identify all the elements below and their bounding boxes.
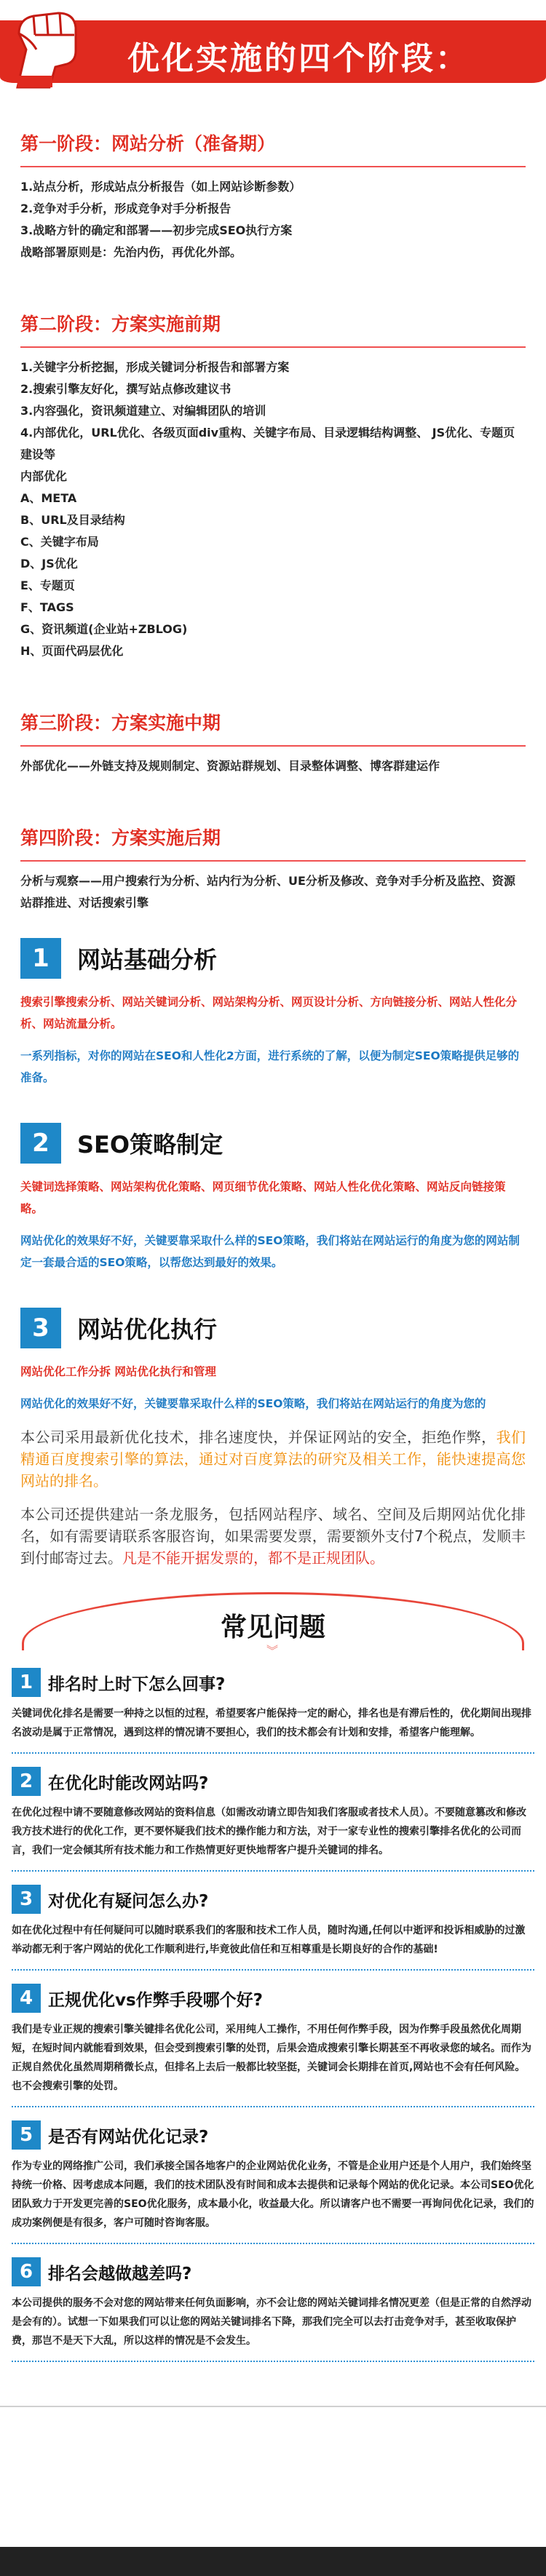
section-red-text: 关键词选择策略、网站架构优化策略、网页细节优化策略、网站人性化优化策略、网站反向链接策略。 <box>20 1180 506 1215</box>
faq-item <box>12 1885 534 1971</box>
section-title: 网站优化执行 <box>77 1316 218 1343</box>
section-title: SEO策略制定 <box>77 1131 223 1158</box>
section-title: 网站基础分析 <box>77 946 218 974</box>
faq-number: 2 <box>12 1767 41 1796</box>
section-1-header <box>20 936 526 981</box>
section-number: 1 <box>20 938 61 979</box>
faq-question: 是否有网站优化记录? <box>48 2127 209 2147</box>
phase-line: 内部优化 <box>20 469 68 483</box>
phase-line: 3.内容强化，资讯频道建立、对编辑团队的培训 <box>20 404 266 418</box>
phase-title: 第一阶段：网站分析（准备期） <box>20 133 276 154</box>
footer-bar <box>0 2547 546 2576</box>
divider <box>20 860 526 862</box>
phase-4 <box>20 809 526 914</box>
phase-line: 分析与观察——用户搜索行为分析、站内行为分析、UE分析及修改、竞争对手分析及监控、资源站群推进、对话搜索引擎 <box>20 874 515 910</box>
faq-number: 5 <box>12 2120 41 2150</box>
phase-line: 1.站点分析，形成站点分析报告（如上网站诊断参数） <box>20 180 301 194</box>
service-paragraph: 本公司还提供建站一条龙服务，包括网站程序、域名、空间及后期网站优化排名，如有需要请联系客服咨询，如果需要发票，需要额外支付7个税点，发顺丰到付邮寄过去。凡是不能开据发票的，都不是正规团队。 <box>20 1506 526 1567</box>
faq-question: 排名会越做越差吗? <box>48 2264 192 2283</box>
phase-line: A、META <box>20 491 77 505</box>
faq-answer: 如在优化过程中有任何疑问可以随时联系我们的客服和技术工作人员，随时沟通,任何以中逝评和投诉相威胁的过激举动都无利于客户网站的优化工作顺利进行,毕竟彼此信任和互相尊重是长期良好的合作的基础! <box>12 1921 534 1971</box>
phase-line: C、关键字布局 <box>20 535 99 549</box>
phase-line: E、专题页 <box>20 579 75 592</box>
phase-line: 3.战略方针的确定和部署——初步完成SEO执行方案 <box>20 223 293 237</box>
fist-icon <box>4 6 84 93</box>
phase-2 <box>20 295 526 662</box>
faq-number: 3 <box>12 1885 41 1914</box>
faq-number: 1 <box>12 1668 41 1697</box>
faq-item <box>12 2257 534 2362</box>
section-blue-text: 网站优化的效果好不好，关键要靠采取什么样的SEO策略，我们将站在网站运行的角度为您的网站制定一套最合适的SEO策略，以帮您达到最好的效果。 <box>20 1234 520 1269</box>
footer-divider <box>0 2406 546 2407</box>
phase-title: 第二阶段：方案实施前期 <box>20 314 221 335</box>
phase-line: 2.搜索引擎友好化，撰写站点修改建议书 <box>20 382 232 396</box>
banner-title: 优化实施的四个阶段： <box>127 40 470 77</box>
phase-line: F、TAGS <box>20 600 74 614</box>
faq-answer: 关键词优化排名是需要一种持之以恒的过程，希望要客户能保持一定的耐心，排名也是有滞后性的，优化期间出现排名波动是属于正常情况，遇到这样的情况请不要担心，我们的技术都会有计划和安排，希望客户能理解。 <box>12 1704 534 1754</box>
faq-question: 对优化有疑问怎么办? <box>48 1891 209 1911</box>
faq-answer: 我们是专业正规的搜索引擎关键排名优化公司，采用纯人工操作，不用任何作弊手段，因为作弊手段虽然优化周期短，在短时间内就能看到效果，但会受到搜索引擎的处罚，后果会造成搜索引擎长期甚至不再收录您的域名。而作为正规自然优化虽然周期稍微长点，但排名上去后一般都比较坚挺，关键词会长期排在首页,网站也不会有任何风险。也不会搜索引擎的处罚。 <box>12 2020 534 2107</box>
faq-item <box>12 1668 534 1754</box>
section-blue-text: 一系列指标，对你的网站在SEO和人性化2方面，进行系统的了解，以便为制定SEO策略提供足够的准备。 <box>20 1049 520 1084</box>
faq-question: 在优化时能改网站吗? <box>48 1773 209 1793</box>
faq-question: 正规优化vs作弊手段哪个好? <box>48 1990 264 2010</box>
faq-header <box>0 1585 546 1658</box>
top-banner <box>0 0 546 109</box>
faq-item <box>12 2120 534 2244</box>
phase-line: 4.内部优化，URL优化、各级页面div重构、关键字布局、目录逻辑结构调整、 JS优化、专题页建设等 <box>20 426 515 461</box>
divider <box>20 166 526 167</box>
section-blue-text: 网站优化的效果好不好，关键要靠采取什么样的SEO策略，我们将站在网站运行的角度为您的 <box>20 1397 486 1410</box>
service-paragraph: 本公司采用最新优化技术，排名速度快，并保证网站的安全，拒绝作弊，我们精通百度搜索引擎的算法，通过对百度算法的研究及相关工作，能快速提高您网站的排名。 <box>20 1428 526 1490</box>
phase-3 <box>20 694 526 777</box>
phase-line: 2.竞争对手分析，形成竞争对手分析报告 <box>20 202 232 215</box>
phase-line: G、资讯频道(企业站+ZBLOG) <box>20 622 188 636</box>
divider <box>20 745 526 747</box>
section-3-header <box>20 1305 526 1351</box>
section-2-header <box>20 1121 526 1166</box>
phase-line: H、页面代码层优化 <box>20 644 124 658</box>
section-number: 2 <box>20 1123 61 1164</box>
phase-1 <box>20 109 526 263</box>
faq-answer: 在优化过程中请不要随意修改网站的资料信息（如需改动请立即告知我们客服或者技术人员）。不要随意篡改和修改我方技术进行的优化工作，更不要怀疑我们技术的操作能力和方法，对于一家专业性的搜索引擎排名优化的公司而言，我们一定会倾其所有技术能力和工作热情更好更快地帮客户提升关键词的排名。 <box>12 1803 534 1872</box>
phase-line: D、JS优化 <box>20 557 78 571</box>
faq-answer: 本公司提供的服务不会对您的网站带来任何负面影响，亦不会让您的网站关键词排名情况更差（但是正常的自然浮动是会有的）。试想一下如果我们可以让您的网站关键词排名下降，那我们完全可以去打击竞争对手，甚至收取保护费，那岂不是天下大乱，所以这样的情况是不会发生。 <box>12 2294 534 2362</box>
faq-number: 6 <box>12 2257 41 2286</box>
chevron-down-icon: ︾ <box>266 1644 280 1658</box>
faq-item <box>12 1767 534 1872</box>
faq-number: 4 <box>12 1984 41 2013</box>
faq-title: 常见问题 <box>220 1613 325 1642</box>
section-red-text: 网站优化工作分拆 网站优化执行和管理 <box>20 1365 216 1378</box>
phase-title: 第四阶段：方案实施后期 <box>20 827 221 848</box>
phase-line: 1.关键字分析挖掘，形成关键词分析报告和部署方案 <box>20 360 290 374</box>
section-red-text: 搜索引擎搜索分析、网站关键词分析、网站架构分析、网页设计分析、方向链接分析、网站人性化分析、网站流量分析。 <box>20 995 518 1030</box>
section-number: 3 <box>20 1308 61 1348</box>
faq-item <box>12 1984 534 2107</box>
phase-line: B、URL及目录结构 <box>20 513 125 527</box>
phase-line: 战略部署原则是：先治内伤，再优化外部。 <box>20 245 242 259</box>
faq-question: 排名时上时下怎么回事? <box>48 1674 226 1694</box>
phase-title: 第三阶段：方案实施中期 <box>20 712 221 734</box>
divider <box>20 346 526 348</box>
phase-line: 外部优化——外链支持及规则制定、资源站群规划、目录整体调整、博客群建运作 <box>20 759 440 773</box>
faq-answer: 作为专业的网络推广公司，我们承接全国各地客户的企业网站优化业务，不管是企业用户还是个人用户，我们始终坚持统一价格、因考虑成本问题，我们的技术团队没有时间和成本去提供和记录每个网站的优化记录。本公司SEO优化团队致力于开发更完善的SEO优化服务，成本最小化，收益最大化。所以请客户也不需要一再询问优化记录，我们的成功案例便是有很多，客户可随时咨询客服。 <box>12 2157 534 2244</box>
